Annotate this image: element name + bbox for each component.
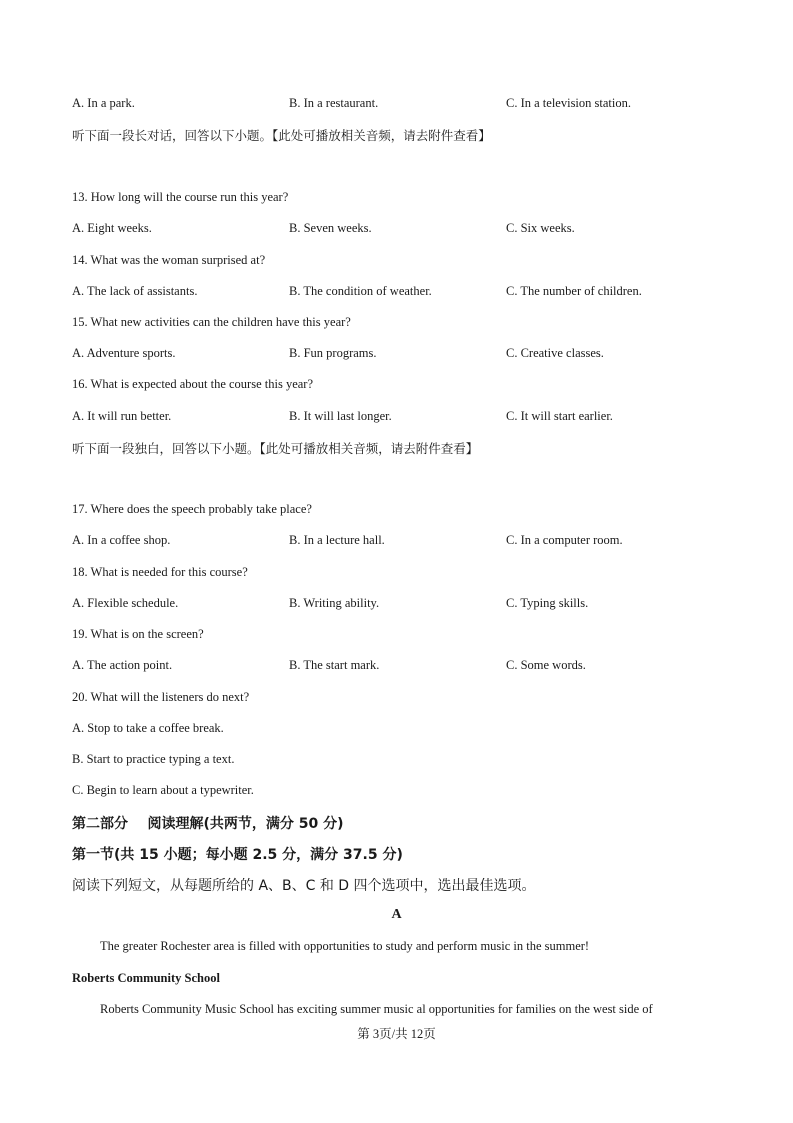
q15-option-c: C. Creative classes. bbox=[506, 346, 604, 360]
q12-option-b: B. In a restaurant. bbox=[289, 96, 379, 110]
q17-option-b: B. In a lecture hall. bbox=[289, 533, 385, 547]
reading-instruction: 阅读下列短文，从每题所给的 A、B、C 和 D 四个选项中，选出最佳选项。 bbox=[72, 878, 536, 894]
question-20: 20. What will the listeners do next? bbox=[72, 690, 250, 704]
page-footer: 第 3页/共 12页 bbox=[357, 1027, 436, 1041]
q18-option-c: C. Typing skills. bbox=[506, 596, 589, 610]
q18-option-b: B. Writing ability. bbox=[289, 596, 380, 610]
q20-option-c: C. Begin to learn about a typewriter. bbox=[72, 783, 254, 797]
question-13: 13. How long will the course run this year? bbox=[72, 190, 289, 204]
q17-option-a: A. In a coffee shop. bbox=[72, 533, 171, 547]
dialogue-instruction: 听下面一段长对话，回答以下小题。【此处可播放相关音频，请去附件查看】 bbox=[72, 128, 491, 143]
question-15: 15. What new activities can the children have this year? bbox=[72, 315, 351, 329]
q12-option-c: C. In a television station. bbox=[506, 96, 631, 110]
q17-option-c: C. In a computer room. bbox=[506, 533, 623, 547]
q14-option-c: C. The number of children. bbox=[506, 284, 642, 298]
q16-option-a: A. It will run better. bbox=[72, 409, 172, 423]
q16-option-b: B. It will last longer. bbox=[289, 409, 392, 423]
monologue-instruction: 听下面一段独白，回答以下小题。【此处可播放相关音频，请去附件查看】 bbox=[72, 441, 479, 456]
question-18: 18. What is needed for this course? bbox=[72, 565, 248, 579]
passage-subheading: Roberts Community School bbox=[72, 971, 220, 985]
question-14: 14. What was the woman surprised at? bbox=[72, 253, 266, 267]
q13-option-b: B. Seven weeks. bbox=[289, 221, 372, 235]
q14-option-a: A. The lack of assistants. bbox=[72, 284, 198, 298]
section1-heading: 第一节(共 15 小题；每小题 2.5 分，满分 37.5 分) bbox=[72, 847, 403, 863]
q19-option-a: A. The action point. bbox=[72, 658, 173, 672]
q18-option-a: A. Flexible schedule. bbox=[72, 596, 179, 610]
q20-option-b: B. Start to practice typing a text. bbox=[72, 752, 235, 766]
passage-intro: The greater Rochester area is filled with opportunities to study and perform music in the summer! bbox=[100, 939, 590, 953]
question-17: 17. Where does the speech probably take place? bbox=[72, 502, 312, 516]
part2-heading: 第二部分 阅读理解(共两节，满分 50 分) bbox=[72, 816, 344, 832]
passage-paragraph: Roberts Community Music School has exciting summer music al opportunities for families on the west side of bbox=[100, 1002, 653, 1016]
q19-option-b: B. The start mark. bbox=[289, 658, 380, 672]
q12-option-a: A. In a park. bbox=[72, 96, 135, 110]
q13-option-a: A. Eight weeks. bbox=[72, 221, 152, 235]
q15-option-b: B. Fun programs. bbox=[289, 346, 377, 360]
q16-option-c: C. It will start earlier. bbox=[506, 409, 613, 423]
passage-label: A bbox=[391, 907, 402, 922]
q20-option-a: A. Stop to take a coffee break. bbox=[72, 721, 224, 735]
q13-option-c: C. Six weeks. bbox=[506, 221, 575, 235]
q14-option-b: B. The condition of weather. bbox=[289, 284, 432, 298]
question-19: 19. What is on the screen? bbox=[72, 627, 204, 641]
q19-option-c: C. Some words. bbox=[506, 658, 586, 672]
q15-option-a: A. Adventure sports. bbox=[72, 346, 176, 360]
question-16: 16. What is expected about the course this year? bbox=[72, 377, 314, 391]
